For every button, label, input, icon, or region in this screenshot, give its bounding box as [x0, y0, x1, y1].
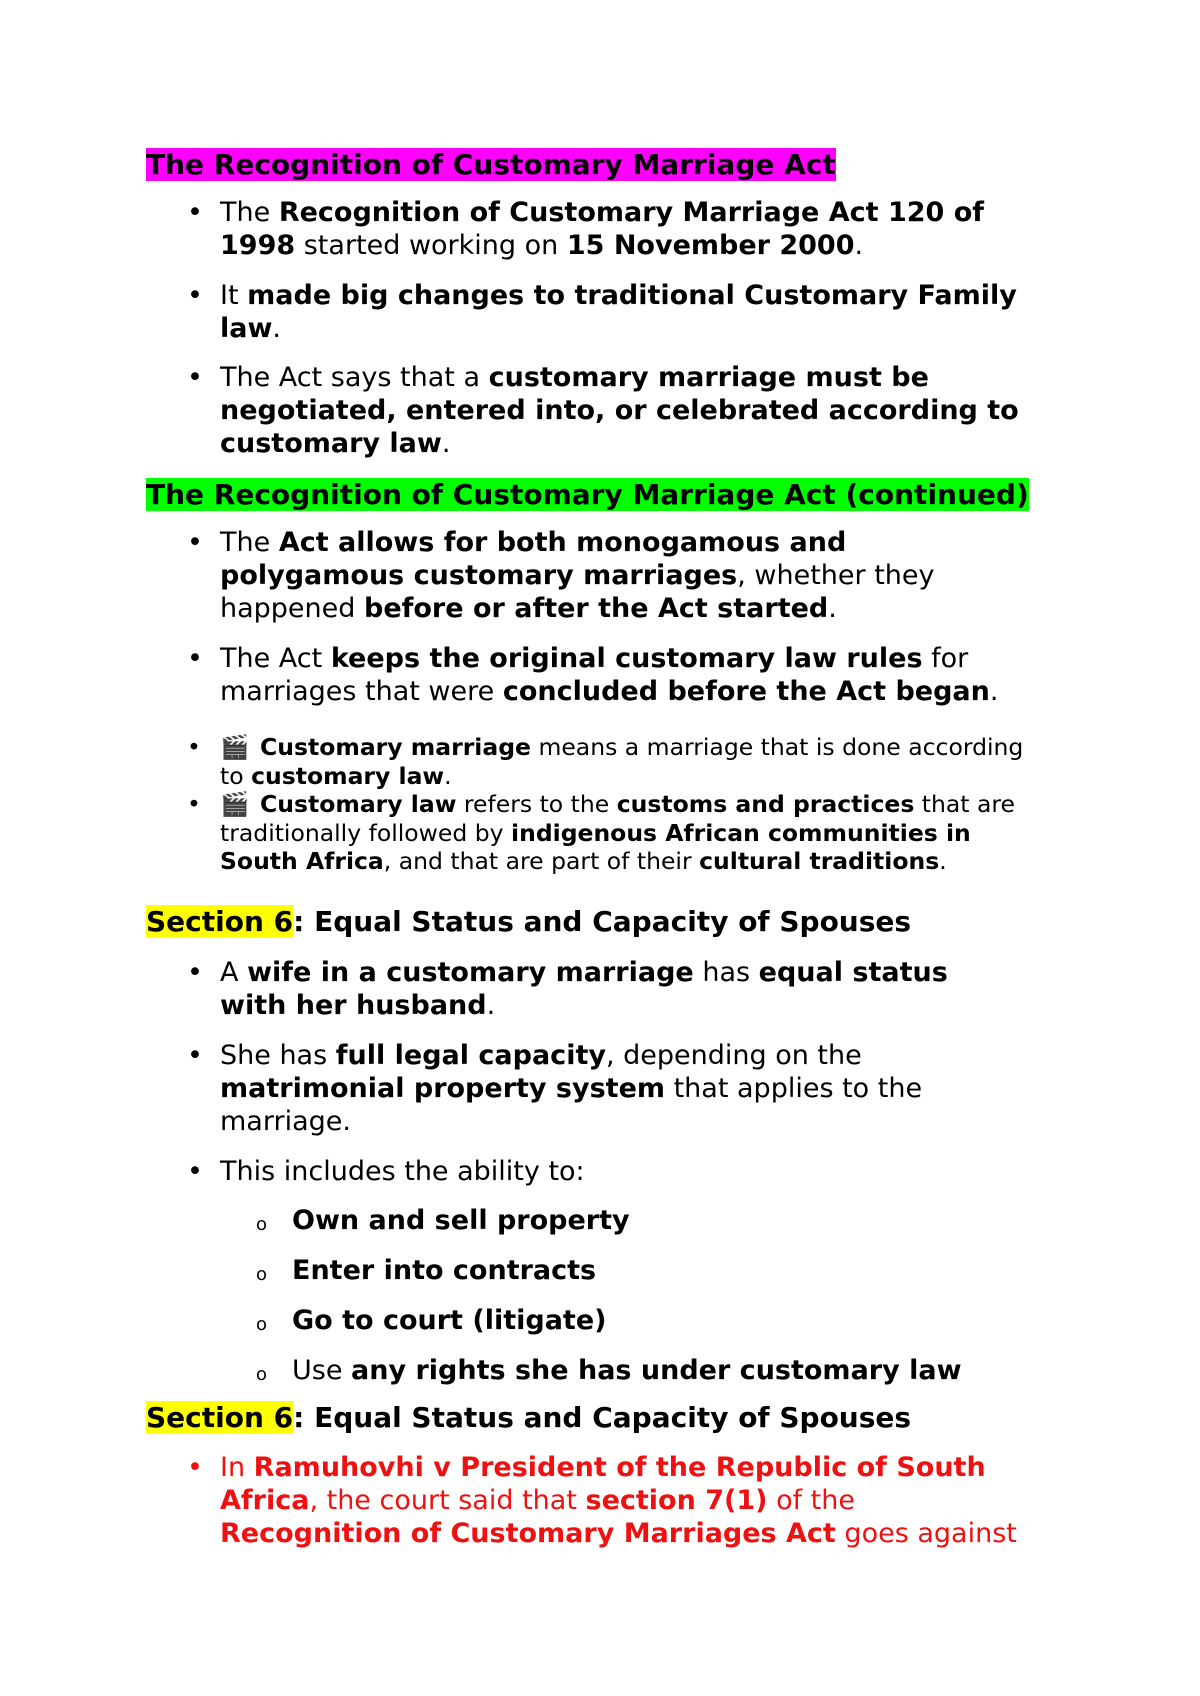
heading-text: The Recognition of Customary Marriage Act — [146, 148, 836, 181]
subitem-go-to-court: o Go to court (litigate) — [292, 1304, 606, 1337]
bullet-ramuhovhi-case: • In Ramuhovhi v President of the Republic of South Africa, the court said that section 7(1) of the Recognition of Customary Marriages Act goes against — [220, 1451, 1120, 1550]
bullet-monogamous-polygamous: • The Act allows for both monogamous and polygamous customary marriages, whether they happened before or after the Act started. — [220, 526, 1120, 625]
bullet-act-commencement: • The Recognition of Customary Marriage Act 120 of 1998 started working on 15 November 2000. — [220, 196, 1120, 262]
subitem-own-sell-property: o Own and sell property — [292, 1204, 630, 1237]
clapperboard-icon: 🎬 — [220, 733, 250, 761]
clapperboard-icon: 🎬 — [220, 790, 250, 818]
subitem-use-rights: o Use any rights she has under customary law — [292, 1354, 962, 1387]
section-heading-recognition-act — [146, 148, 836, 182]
heading-highlight: Section 6 — [146, 905, 294, 938]
heading-text: : Equal Status and Capacity of Spouses — [293, 905, 912, 938]
heading-highlight: Section 6 — [146, 1401, 294, 1434]
bullet-big-changes: • It made big changes to traditional Customary Family law. — [220, 279, 1120, 345]
bullet-definition-customary-marriage: • 🎬 Customary marriage means a marriage that is done according to customary law. — [220, 733, 1120, 790]
section-heading-section-6-repeat — [146, 1401, 911, 1435]
heading-text: : Equal Status and Capacity of Spouses — [293, 1401, 912, 1434]
bullet-legal-capacity: • She has full legal capacity, depending on the matrimonial property system that applies to the marriage. — [220, 1039, 1120, 1138]
section-heading-section-6 — [146, 905, 911, 939]
bullet-customary-marriage-requirements: • The Act says that a customary marriage must be negotiated, entered into, or celebrated according to customary law. — [220, 361, 1120, 460]
bullet-original-rules: • The Act keeps the original customary law rules for marriages that were concluded before the Act began. — [220, 642, 1120, 708]
section-heading-recognition-act-continued — [146, 478, 1029, 512]
heading-text: The Recognition of Customary Marriage Act (continued) — [146, 478, 1029, 511]
bullet-ability-intro: • This includes the ability to: — [220, 1155, 1120, 1188]
subitem-enter-contracts: o Enter into contracts — [292, 1254, 596, 1287]
bullet-equal-status: • A wife in a customary marriage has equal status with her husband. — [220, 956, 1120, 1022]
bullet-definition-customary-law: • 🎬 Customary law refers to the customs and practices that are traditionally followed by indigenous African communities in South Africa, and that are part of their cultural traditions. — [220, 790, 1120, 876]
